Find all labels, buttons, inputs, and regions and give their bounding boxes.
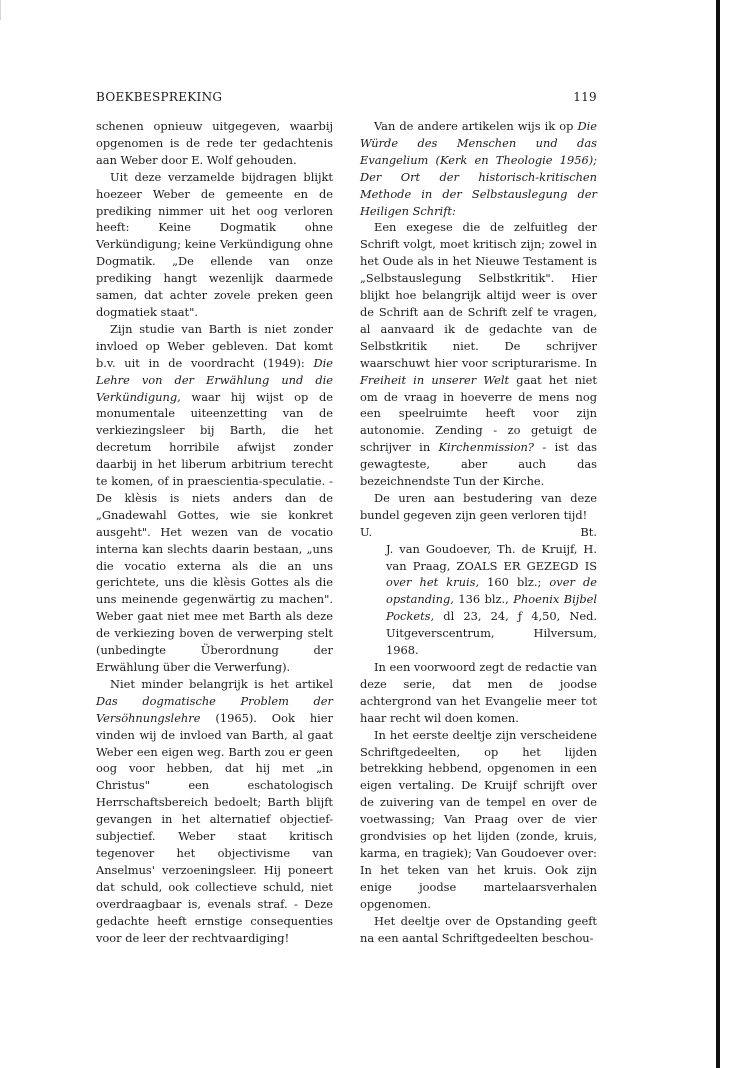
text-run: J. van Goudoever, Th. de Kruijf, H. van Praag, ZOALS ER GEZEGD IS <box>386 541 597 573</box>
title-over-het-kruis: over het kruis, <box>386 575 480 590</box>
right-column <box>360 118 597 946</box>
text-run: Een exegese die de zelfuitleg der Schrift volgt, moet kritisch zijn; zowel in het Oude als in het Nieuwe Testament is „Selbstauslegung Selbstkritik". Hier blijkt hoe belangrijk altijd weer is over de Schrift aan de Schrift zelf te vragen, al aanvaard ik de gedachte van de Selbstkritik niet. De schrijver waarschuwt hier voor scripturarisme. In <box>360 220 597 370</box>
paragraph-conclusion: De uren aan bestudering van deze bundel gegeven zijn geen verloren tijd! <box>360 490 597 522</box>
title-dogmatische-problem: Das dogmatische Problem der Versöhnungslehre <box>96 693 333 725</box>
scan-corner-mark <box>0 0 1 20</box>
title-die-lehre: Die Lehre von der Erwählung und die Verkündigung, <box>96 355 333 404</box>
text-run: gaat het niet om de vraag in hoeverre de mens nog een speelruimte heeft voor zijn autonomie. Zending - zo getuigt de schrijver in <box>360 372 597 455</box>
signature-right: Bt. <box>580 524 597 539</box>
left-column <box>96 118 333 946</box>
scan-page-edge <box>716 0 720 1068</box>
paragraph-continuation: schenen opnieuw uitgegeven, waarbij opgenomen is de rede ter gedachtenis aan Weber door E. Wolf gehouden. <box>96 119 333 167</box>
text-run: (1965). Ook hier vinden wij de invloed van Barth, al gaat Weber een eigen weg. Barth zou er geen oog voor hebben, dat hij met „in Christus" een eschatologisch Herrschaftsbereich bedoelt; Barth blijft gevangen in het alternatief objectief-subjectief. Weber staat kritisch tegenover het objectivisme van Anselmus' verzoeningsleer. Hij poneert dat schuld, ook collectieve schuld, niet overdraagbaar is, evenals straf. - Deze gedachte heeft ernstige consequenties voor de leer der rechtvaardiging! <box>96 710 333 945</box>
paragraph-eerste-deeltje: In het eerste deeltje zijn verscheidene Schriftgedeelten, op het lijden betrekking hebbend, opgenomen in een eigen vertaling. De Kruijf schrijft over de zuivering van de tempel en over de voetwassing; Van Praag over de vier grondvisies op het lijden (zonde, kruis, karma, en tragiek); Van Goudoever over: In het teken van het kruis. Ook zijn enige joodse martelaarsverhalen opgenomen. <box>360 727 597 911</box>
paragraph-versohnungslehre <box>96 676 333 947</box>
text-run: 160 blz.; <box>479 575 550 590</box>
signature-line <box>360 524 597 541</box>
text-run: Van de andere artikelen wijs ik op <box>374 119 578 133</box>
title-over-de-opstanding: over de opstanding, <box>386 575 598 607</box>
paragraph-other-articles <box>360 118 597 219</box>
text-run: dl 23, 24, ƒ 4,50, Ned. Uitgeverscentrum, Hilversum, 1968. <box>386 609 597 658</box>
text-run: 136 blz., <box>453 592 514 607</box>
text-run: waar hij wijst op de monumentale uiteenzetting van de verkiezingsleer bij Barth, die het decretum horribile afwijst zonder daarbij in het liberum arbitrium terecht te komen, of in praescientia-speculatie. -De klèsis is niets anders dan de „Gnadewahl Gottes, wie sie konkret ausgeht". Het wezen van de vocatio interna kan slechts daarin bestaan, „uns die vocatio externa als die an uns gerichtete, uns die klèsis Gottes als die uns meinende gegenwärtig zu machen". Weber gaat niet mee met Barth als deze de verkiezing boven de verwerping stelt (unbedingte Überordnung der Erwählung über die Verwerfung). <box>96 389 333 674</box>
page-number: 119 <box>573 90 597 104</box>
running-header <box>96 90 597 108</box>
title-kirchenmission: Kirchenmission? <box>438 440 535 455</box>
text-run: Niet minder belangrijk is het artikel <box>110 676 333 691</box>
paragraph-barth-influence <box>96 321 333 676</box>
paragraph-opstanding: Het deeltje over de Opstanding geeft na een aantal Schriftgedeelten beschou- <box>360 913 597 945</box>
signature-left: U. <box>360 524 373 539</box>
title-phoenix-pockets: Phoenix Bijbel Pockets, <box>386 592 598 624</box>
paragraph-voorwoord: In een voorwoord zegt de redactie van deze serie, dat men de joodse achtergrond van het Evangelie meer tot haar recht wil doen komen. <box>360 660 597 725</box>
title-freiheit: Freiheit in unserer Welt <box>360 372 510 387</box>
paragraph-exegese <box>360 219 597 490</box>
paragraph-verkundigung: Uit deze verzamelde bijdragen blijkt hoezeer Weber de gemeente en de prediking nimmer uit het oog verloren heeft: Keine Dogmatik ohne Verkündigung; keine Verkündigung ohne Dogmatik. „De ellende van onze prediking hangt wezenlijk daarmede samen, dat achter zovele preken geen dogmatiek staat". <box>96 169 333 319</box>
text-run: Zijn studie van Barth is niet zonder invloed op Weber gebleven. Dat komt b.v. uit in de voordracht (1949): <box>96 321 333 370</box>
text-run: - ist das gewagteste, aber auch das bezeichnendste Tun der Kirche. <box>360 440 597 489</box>
section-title: BOEKBESPREKING <box>96 90 223 104</box>
title-wurde-des-menschen: Die Würde des Menschen und das Evangelium (Kerk en Theologie 1956); Der Ort der historisch-kritischen Methode in der Selbstauslegung der Heiligen Schrift: <box>360 119 597 218</box>
review-citation <box>360 541 597 659</box>
